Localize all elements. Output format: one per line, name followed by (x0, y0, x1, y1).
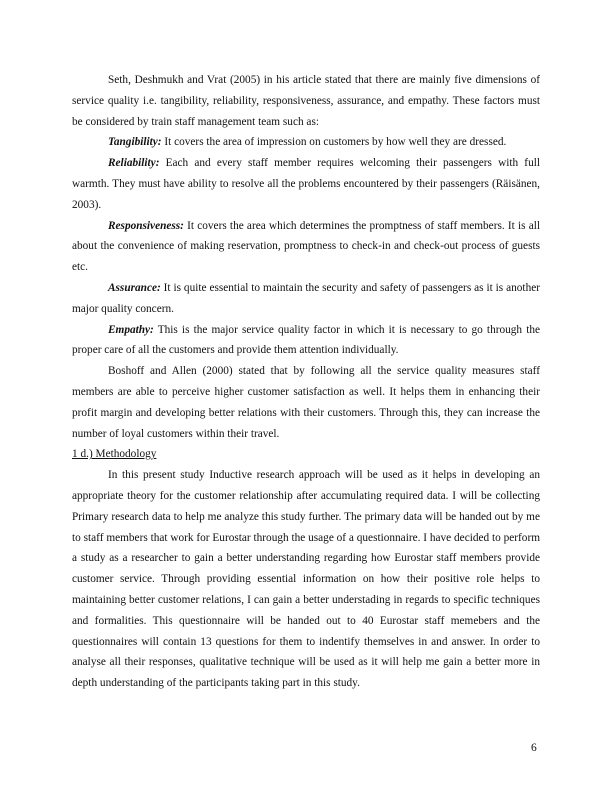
assurance-paragraph (72, 278, 540, 320)
tangibility-term: Tangibility: (108, 136, 162, 149)
responsiveness-term: Responsiveness: (108, 219, 184, 232)
assurance-term: Assurance: (108, 281, 161, 294)
empathy-text: This is the major service quality factor in which it is necessary to go through the proper care of all the customers and provide them attention individually. (72, 323, 540, 357)
responsiveness-paragraph (72, 216, 540, 278)
intro-paragraph: Seth, Deshmukh and Vrat (2005) in his article stated that there are mainly five dimensions of service quality i.e. tangibility, reliability, responsiveness, assurance, and empathy. These factors must be considered by train staff management team such as: (72, 74, 540, 128)
boshoff-paragraph: Boshoff and Allen (2000) stated that by following all the service quality measures staff members are able to perceive higher customer satisfaction as well. It helps them in enhancing their profit margin and developing better relations with their customers. Through this, they can increase the number of loyal customers within their travel. (72, 365, 540, 440)
empathy-term: Empathy: (108, 323, 154, 336)
responsiveness-text: It covers the area which determines the promptness of staff members. It is all about the convenience of making reservation, promptness to check-in and check-out process of guests etc. (72, 219, 540, 274)
methodology-heading: 1 d.) Methodology (72, 448, 157, 461)
reliability-term: Reliability: (108, 157, 160, 170)
assurance-text: It is quite essential to maintain the security and safety of passengers as it is another major quality concern. (72, 281, 540, 315)
page-number: 6 (531, 742, 537, 754)
reliability-paragraph (72, 153, 540, 215)
tangibility-text: It covers the area of impression on customers by how well they are dressed. (161, 136, 507, 149)
reliability-text: Each and every staff member requires welcoming their passengers with full warmth. They must have ability to resolve all the problems encountered by their passengers (Räisänen, 2003). (72, 157, 540, 211)
document-body (72, 70, 540, 694)
methodology-paragraph: In this present study Inductive research approach will be used as it helps in developing an appropriate theory for the customer relationship after accumulating required data. I will be collecting Primary research data to help me analyze this study further. The primary data will be handed out by me to staff members that work for Eurostar through the usage of a questionnaire. I have decided to perform a study as a researcher to gain a better understanding regarding how Eurostar staff members provide customer service. Through providing essential information on how their positive role helps to maintaining better customer relations, I can gain a better understading in regards to specific techniques and formalities. This questionnaire will be handed out to 40 Eurostar staff memebers and the questionnaires will contain 13 questions for them to indentify themselves in and answer. In order to analyse all their responses, qualitative technique will be used as it will help me gain a better more in depth understanding of the participants taking part in this study. (72, 469, 540, 690)
empathy-paragraph (72, 320, 540, 362)
tangibility-paragraph (72, 132, 540, 153)
